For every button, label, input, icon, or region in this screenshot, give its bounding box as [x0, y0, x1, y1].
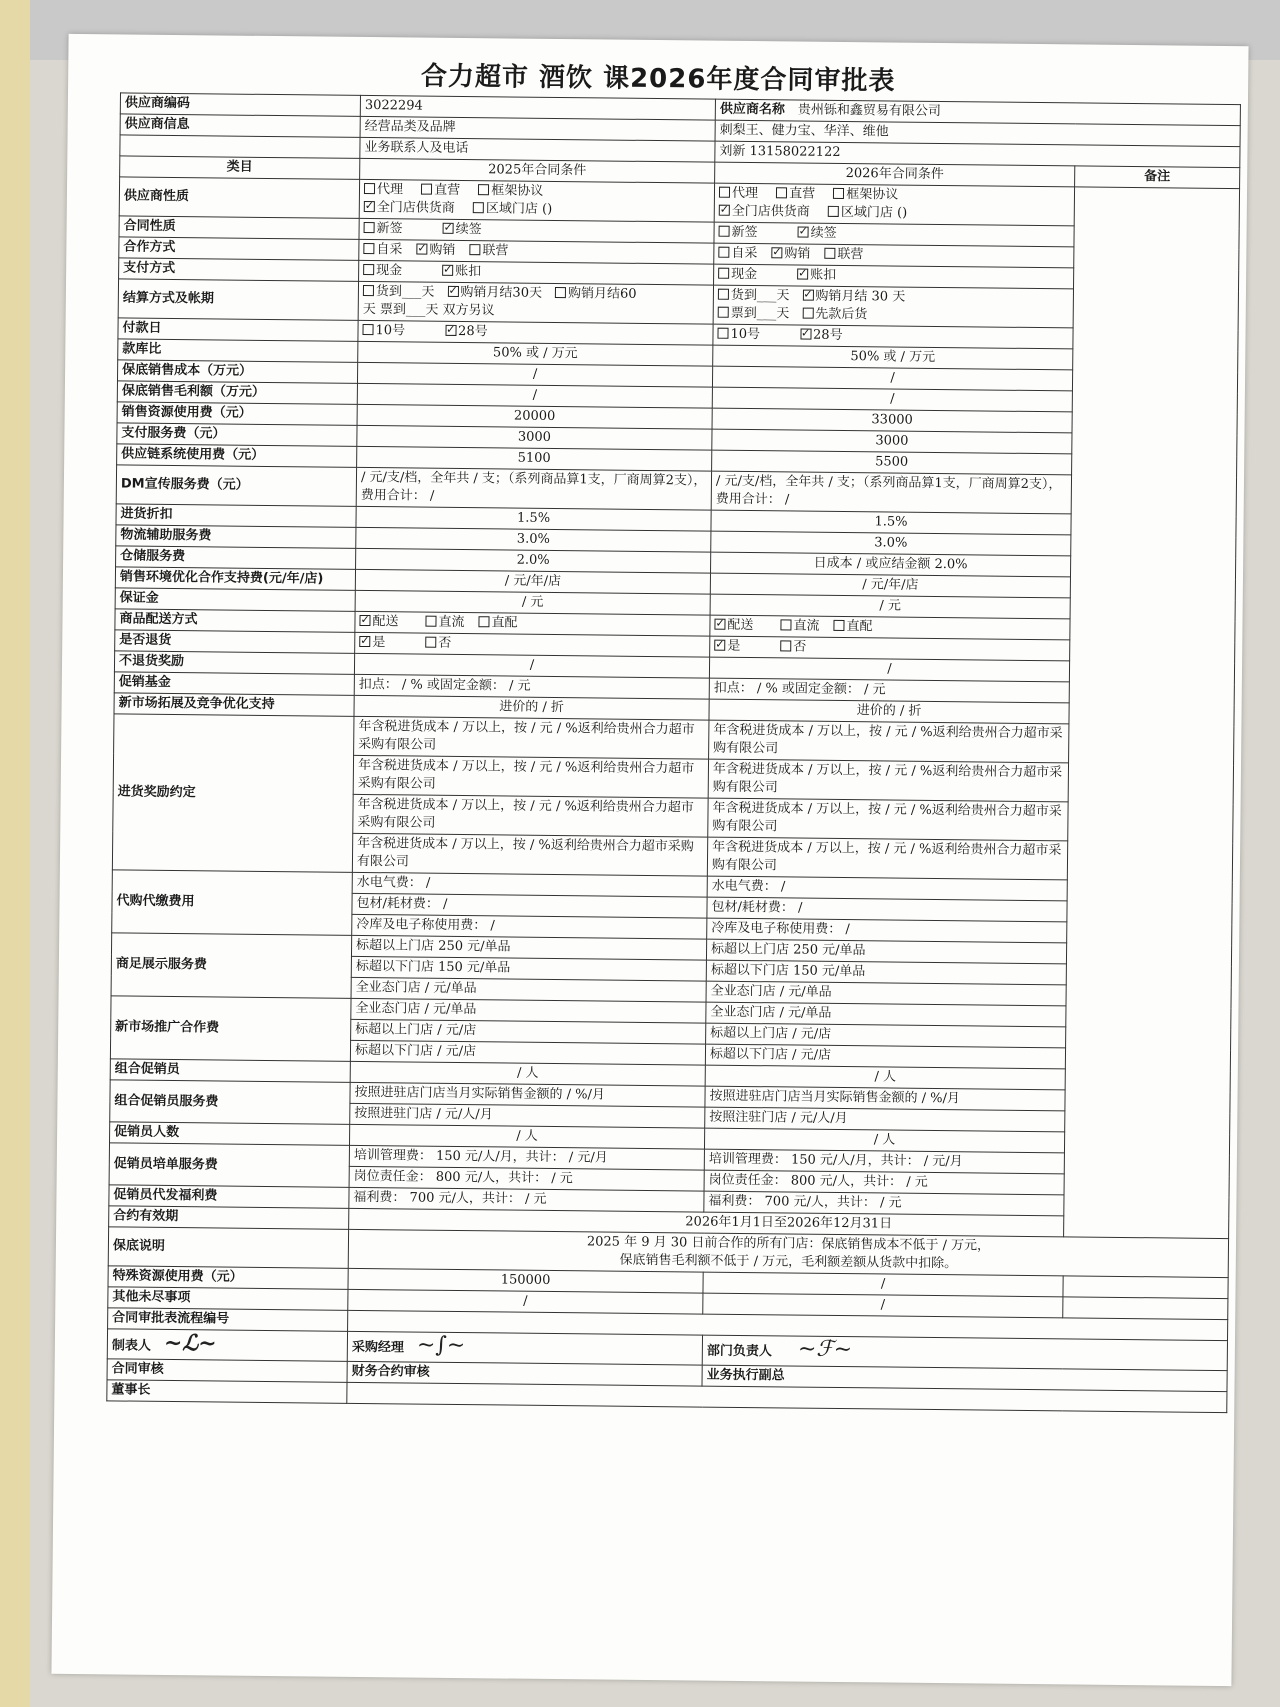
checkbox[interactable] [780, 619, 791, 630]
checkbox[interactable] [555, 287, 566, 298]
row-promo-3: 标超以下门店 / 元/店 标超以下门店 / 元/店 [110, 1038, 1230, 1071]
row-rebate-4: 年含税进货成本 / 万以上，按 / %返利给贵州合力超市采购有限公司 年含税进货成本 / 万以上，按 / 元 / %返利给贵州合力超市采购有限公司 [112, 831, 1232, 882]
label-review: 合同审核 [107, 1359, 347, 1383]
row-other: 其他未尽事项 / / [108, 1287, 1228, 1320]
supplier-code-label: 供应商编码 [120, 93, 360, 117]
sign-maker-cell: 制表人 ~ℒ~ [107, 1329, 347, 1362]
checkbox[interactable] [828, 206, 839, 217]
row-dm: DM宣传服务费（元） / 元/支/档，全年共 / 支；（系列商品算1支，厂商周算2支），费用合计： / / 元/支/档，全年共 / 支；（系列商品算1支，厂商周算2支），费用合计： / [116, 465, 1236, 516]
label-guarantee: 保底说明 [108, 1227, 348, 1269]
row-training-2: 岗位责任金： 800 元/人，共计： / 元 岗位责任金： 800 元/人，共计： / 元 [109, 1164, 1229, 1197]
label-dm: DM宣传服务费（元） [116, 465, 356, 507]
checkbox[interactable] [469, 244, 480, 255]
supplier-name: 贵州铄和鑫贸易有限公司 [797, 102, 941, 120]
checkbox-checked[interactable] [800, 329, 811, 340]
label-payday: 付款日 [118, 318, 358, 342]
label-flow-no: 合同审批表流程编号 [108, 1308, 348, 1332]
header-2025: 2025年合同条件 [360, 158, 715, 183]
label-min-cost: 保底销售成本（万元） [117, 360, 357, 384]
row-shelf-2: 标超以下门店 150 元/单品 标超以下门店 150 元/单品 [111, 954, 1231, 987]
checkbox[interactable] [718, 307, 729, 318]
row-welfare: 促销员代发福利费 福利费： 700 元/人，共计： / 元 福利费： 700 元/人，共计： / 元 [109, 1185, 1229, 1218]
label-other: 其他未尽事项 [108, 1287, 348, 1311]
checkbox-checked[interactable] [719, 205, 730, 216]
row-pay-service: 支付服务费（元） 3000 3000 [117, 423, 1237, 456]
checkbox[interactable] [824, 248, 835, 259]
checkbox-checked[interactable] [447, 286, 458, 297]
label-chairman: 董事长 [107, 1380, 347, 1404]
remark-column [1064, 187, 1240, 1239]
label-no-return: 不退货奖励 [114, 651, 354, 675]
checkbox[interactable] [478, 616, 489, 627]
row-min-margin: 保底销售毛利额（万元） / / [117, 381, 1237, 414]
checkbox[interactable] [719, 226, 730, 237]
label-delivery: 商品配送方式 [115, 609, 355, 633]
row-contract-nature: 合同性质 新签 ✓ 续签 新签 ✓ 续签 [119, 216, 1239, 249]
header-category: 类目 [120, 156, 360, 180]
label-ratio: 款库比 [118, 339, 358, 363]
row-rebate-2: 年含税进货成本 / 万以上，按 / 元 / %返利给贵州合力超市采购有限公司 年含税进货成本 / 万以上，按 / 元 / %返利给贵州合力超市采购有限公司 [113, 753, 1233, 804]
checkbox[interactable] [425, 637, 436, 648]
checkbox[interactable] [425, 616, 436, 627]
checkbox-checked[interactable] [798, 227, 809, 238]
guarantee-text: 2025 年 9 月 30 日前合作的所有门店：保底销售成本不低于 / 万元， 保底销售毛利额不低于 / 万元，毛利额差额从货款中扣除。 [348, 1229, 1228, 1277]
label-storage: 仓储服务费 [116, 546, 356, 570]
row-chain-fee: 供应链系统使用费（元） 5100 5500 [117, 444, 1237, 477]
validity-value: 2026年1月1日至2026年12月31日 [349, 1208, 1229, 1238]
label-shelf: 商足展示服务费 [111, 933, 352, 999]
checkbox[interactable] [364, 222, 375, 233]
row-promo-1: 新市场推广合作费 全业态门店 / 元/单品 全业态门店 / 元/单品 [111, 996, 1231, 1029]
row-new-market: 新市场拓展及竞争优化支持 进价的 / 折 进价的 / 折 [114, 693, 1234, 726]
label-settle: 结算方式及帐期 [118, 279, 358, 321]
label-special: 特殊资源使用费（元） [108, 1266, 348, 1290]
row-combo-fee-2: 按照进驻门店 / 元/人/月 按照注驻门店 / 元/人/月 [110, 1101, 1230, 1134]
checkbox[interactable] [362, 324, 373, 335]
checkbox[interactable] [719, 187, 730, 198]
checkbox[interactable] [718, 268, 729, 279]
label-pay-service: 支付服务费（元） [117, 423, 357, 447]
label-promoter-count: 促销员人数 [110, 1122, 350, 1146]
contract-form-sheet [51, 34, 1248, 1686]
checkbox[interactable] [833, 188, 844, 199]
label-validity: 合约有效期 [109, 1206, 349, 1230]
checkbox[interactable] [363, 243, 374, 254]
checkbox[interactable] [473, 202, 484, 213]
checkbox-checked[interactable] [359, 615, 370, 626]
supplier-name-label: 供应商名称 [719, 101, 785, 118]
checkbox-checked[interactable] [364, 201, 375, 212]
checkbox[interactable] [802, 308, 813, 319]
row-shelf-3: 全业态门店 / 元/单品 全业态门店 / 元/单品 [111, 975, 1231, 1008]
approval-table [106, 92, 1241, 1413]
row-payday: 付款日 10号 ✓ 28号 10号 ✓ 28号 [118, 318, 1238, 351]
checkbox[interactable] [364, 183, 375, 194]
checkbox-checked[interactable] [797, 269, 808, 280]
row-shelf-1: 商足展示服务费 标超以上门店 250 元/单品 标超以上门店 250 元/单品 [111, 933, 1231, 966]
checkbox[interactable] [780, 640, 791, 651]
label-env-fee: 销售环境优化合作支持费(元/年/店) [115, 567, 355, 591]
category-brands: 刺梨王、健力宝、华洋、维他 [715, 120, 1240, 146]
contact-label: 业务联系人及电话 [360, 137, 715, 162]
row-discount: 进货折扣 1.5% 1.5% [116, 504, 1236, 537]
label-promo-coop: 新市场推广合作费 [110, 996, 351, 1062]
form-title: 合力超市 酒饮 课2026年度合同审批表 [420, 61, 896, 97]
checkbox-checked[interactable] [802, 290, 813, 301]
label-new-market: 新市场拓展及竞争优化支持 [114, 693, 354, 717]
row-special: 特殊资源使用费（元） 150000 / [108, 1266, 1228, 1299]
label-training: 促销员培单服务费 [109, 1143, 349, 1188]
checkbox[interactable] [718, 289, 729, 300]
vp-cell: 业务执行副总 [702, 1365, 1227, 1391]
row-coop: 合作方式 自采✓ 购销 联营 自采✓ 购销 联营 [119, 237, 1239, 270]
label-chain-fee: 供应链系统使用费（元） [117, 444, 357, 468]
header-remark: 备注 [1075, 166, 1240, 189]
row-proxy-1: 代购代缴费用 水电气费： / 水电气费： / [112, 870, 1232, 903]
row-return: 是否退货 ✓ 是 否 ✓ 是 否 [115, 630, 1235, 663]
label-pay: 支付方式 [119, 258, 359, 282]
label-logistics: 物流辅助服务费 [116, 525, 356, 549]
label-rebate: 进货奖励约定 [112, 714, 354, 873]
checkbox[interactable] [421, 184, 432, 195]
checkbox[interactable] [776, 187, 787, 198]
desk-edge [0, 0, 30, 1707]
label-resource-fee: 销售资源使用费（元） [117, 402, 357, 426]
row-proxy-3: 冷库及电子称使用费： / 冷库及电子称使用费： / [112, 912, 1232, 945]
row-rebate-3: 年含税进货成本 / 万以上，按 / 元 / %返利给贵州合力超市采购有限公司 年含税进货成本 / 万以上，按 / 元 / %返利给贵州合力超市采购有限公司 [113, 792, 1233, 843]
row-combo: 组合促销员 / 人 / 人 [110, 1059, 1230, 1092]
label-return: 是否退货 [115, 630, 355, 654]
checkbox-checked[interactable] [714, 640, 725, 651]
label-min-margin: 保底销售毛利额（万元） [117, 381, 357, 405]
row-delivery: 商品配送方式 ✓ 配送 直流 直配 ✓ 配送 直流 直配 [115, 609, 1235, 642]
checkbox-checked[interactable] [416, 244, 427, 255]
checkbox-checked[interactable] [714, 619, 725, 630]
row-pay: 支付方式 现金 ✓ 账扣 现金 ✓ 账扣 [119, 258, 1239, 291]
row-promo-2: 标超以上门店 / 元/店 标超以上门店 / 元/店 [111, 1017, 1231, 1050]
label-combo: 组合促销员 [110, 1059, 350, 1083]
row-rebate-1: 进货奖励约定 年含税进货成本 / 万以上，按 / 元 / %返利给贵州合力超市采购有限公司 年含税进货成本 / 万以上，按 / 元 / %返利给贵州合力超市采购有限公司 [114, 714, 1234, 765]
row-training-1: 促销员培单服务费 培训管理费： 150 元/人/月，共计： / 元/月 培训管理费： 150 元/人/月，共计： / 元/月 [109, 1143, 1229, 1176]
finance-cell: 财务合约审核 [347, 1361, 702, 1386]
dept-signature: ~ℱ~ [797, 1336, 853, 1363]
buyer-signature: ~∫~ [416, 1332, 466, 1359]
row-promoter-count: 促销员人数 / 人 / 人 [110, 1122, 1230, 1155]
label-welfare: 促销员代发福利费 [109, 1185, 349, 1209]
checkbox[interactable] [718, 247, 729, 258]
label-combo-fee: 组合促销员服务费 [110, 1080, 350, 1125]
label-deposit: 保证金 [115, 588, 355, 612]
row-settle: 结算方式及帐期 货到___天 ✓ 购销月结30天 购销月结60 天 票到___天 双方另议 货到___天 ✓ 购销月结 30 天 票到___天 先款后货 [118, 279, 1238, 330]
nature-2026: 代理 直营 框架协议 ✓全门店供货商 区域门店 () [714, 183, 1074, 226]
label-promo-fund: 促销基金 [114, 672, 354, 696]
checkbox-checked[interactable] [445, 325, 456, 336]
contact-value: 刘新 13158022122 [715, 141, 1240, 167]
row-logistics: 物流辅助服务费 3.0% 3.0% [116, 525, 1236, 558]
sign-dept-cell: 部门负责人 ~ℱ~ [702, 1335, 1227, 1370]
checkbox-checked[interactable] [442, 265, 453, 276]
row-ratio: 款库比 50% 或 / 万元 50% 或 / 万元 [118, 339, 1238, 372]
checkbox-checked[interactable] [443, 223, 454, 234]
label-discount: 进货折扣 [116, 504, 356, 528]
row-promo-fund: 促销基金 扣点： / % 或固定金额： / 元 扣点： / % 或固定金额： / 元 [114, 672, 1234, 705]
category-label: 经营品类及品牌 [360, 116, 715, 141]
checkbox-checked[interactable] [359, 636, 370, 647]
row-proxy-2: 包材/耗材费： / 包材/耗材费： / [112, 891, 1232, 924]
row-min-cost: 保底销售成本（万元） / / [117, 360, 1237, 393]
checkbox[interactable] [363, 264, 374, 275]
checkbox-checked[interactable] [771, 247, 782, 258]
row-combo-fee-1: 组合促销员服务费 按照进驻店门店当月实际销售金额的 / %/月 按照进驻店门店当月实际销售金额的 / %/月 [110, 1080, 1230, 1113]
maker-signature: ~ℒ~ [163, 1329, 217, 1356]
row-no-return: 不退货奖励 / / [114, 651, 1234, 684]
row-storage: 仓储服务费 2.0% 日成本 / 或应结金额 2.0% [116, 546, 1236, 579]
checkbox[interactable] [717, 328, 728, 339]
row-env-fee: 销售环境优化合作支持费(元/年/店) / 元/年/店 / 元/年/店 [115, 567, 1235, 600]
checkbox[interactable] [363, 285, 374, 296]
sign-buyer-cell: 采购经理 ~∫~ [347, 1331, 702, 1365]
label-nature: 供应商性质 [119, 177, 359, 219]
label-proxy: 代购代缴费用 [112, 870, 353, 936]
row-resource-fee: 销售资源使用费（元） 20000 33000 [117, 402, 1237, 435]
header-2026: 2026年合同条件 [715, 162, 1075, 187]
supplier-code: 3022294 [360, 95, 715, 120]
nature-2025: 代理 直营 框架协议 ✓全门店供货商 区域门店 () [359, 179, 714, 222]
checkbox[interactable] [478, 184, 489, 195]
label-coop: 合作方式 [119, 237, 359, 261]
checkbox[interactable] [833, 620, 844, 631]
row-deposit: 保证金 / 元 / 元 [115, 588, 1235, 621]
label-contract-nature: 合同性质 [119, 216, 359, 240]
supplier-info-label: 供应商信息 [120, 114, 360, 138]
